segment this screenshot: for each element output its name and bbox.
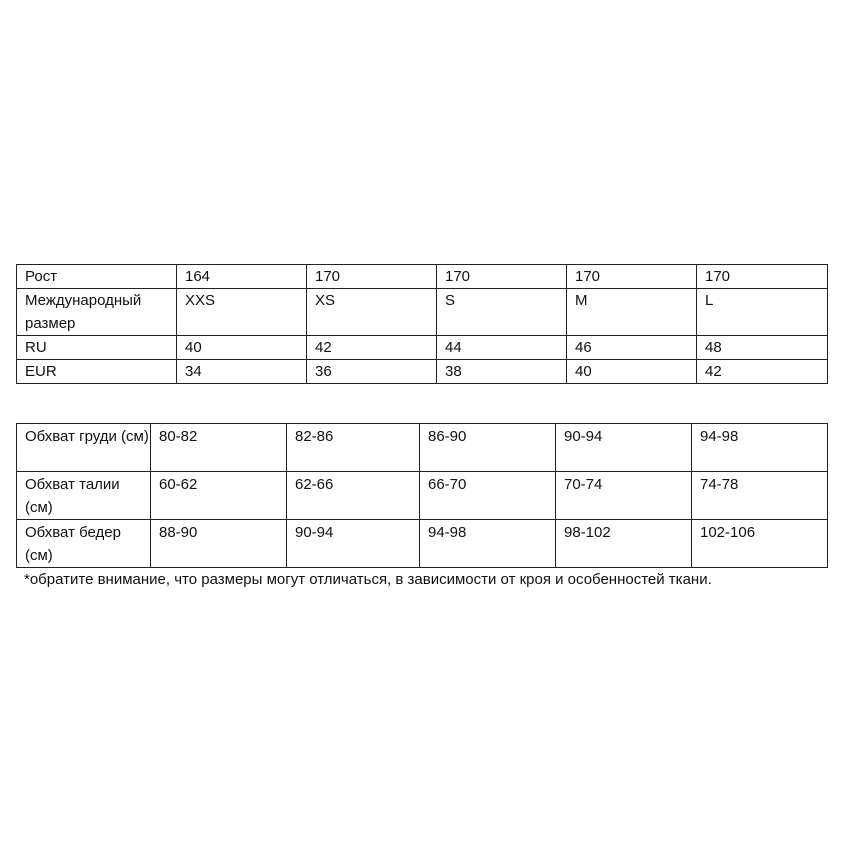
table-cell: 80-82: [151, 424, 287, 472]
table-cell: XXS: [177, 289, 307, 336]
table-row-waist: [17, 472, 828, 520]
row-label: Рост: [17, 265, 177, 289]
table-cell: 44: [437, 336, 567, 360]
table-row-hips: [17, 520, 828, 568]
table-cell: 170: [697, 265, 828, 289]
table-cell: 102-106: [692, 520, 828, 568]
size-conversion-table: [16, 264, 828, 384]
table-cell: 170: [437, 265, 567, 289]
table-cell: 62-66: [287, 472, 420, 520]
row-label: EUR: [17, 360, 177, 384]
table-cell: 38: [437, 360, 567, 384]
table-cell: 164: [177, 265, 307, 289]
table-cell: 40: [177, 336, 307, 360]
table-cell: M: [567, 289, 697, 336]
row-label: Международный размер: [17, 289, 177, 336]
table-cell: 66-70: [420, 472, 556, 520]
table-cell: 170: [567, 265, 697, 289]
table-cell: 170: [307, 265, 437, 289]
body-measurements-table: [16, 423, 828, 568]
table-cell: 74-78: [692, 472, 828, 520]
row-label: Обхват груди (см): [17, 424, 151, 472]
table-cell: 98-102: [556, 520, 692, 568]
table-cell: 34: [177, 360, 307, 384]
table-cell: 90-94: [287, 520, 420, 568]
table-cell: 48: [697, 336, 828, 360]
table-cell: 70-74: [556, 472, 692, 520]
table-cell: 42: [697, 360, 828, 384]
table-cell: XS: [307, 289, 437, 336]
table-cell: 36: [307, 360, 437, 384]
table-cell: 42: [307, 336, 437, 360]
row-label: RU: [17, 336, 177, 360]
table-cell: 90-94: [556, 424, 692, 472]
footnote: *обратите внимание, что размеры могут отличаться, в зависимости от кроя и особенностей ткани.: [24, 571, 712, 588]
table-cell: 86-90: [420, 424, 556, 472]
table-row-height: [17, 265, 828, 289]
table-cell: 46: [567, 336, 697, 360]
table-cell: 94-98: [420, 520, 556, 568]
table-cell: 94-98: [692, 424, 828, 472]
row-label: Обхват бедер (см): [17, 520, 151, 568]
row-label: Обхват талии (см): [17, 472, 151, 520]
table-cell: 40: [567, 360, 697, 384]
table-cell: 88-90: [151, 520, 287, 568]
table-row-ru: [17, 336, 828, 360]
table-cell: 82-86: [287, 424, 420, 472]
table-row-international-size: [17, 289, 828, 336]
table-row-eur: [17, 360, 828, 384]
table-cell: S: [437, 289, 567, 336]
table-cell: 60-62: [151, 472, 287, 520]
table-cell: L: [697, 289, 828, 336]
table-row-chest: [17, 424, 828, 472]
